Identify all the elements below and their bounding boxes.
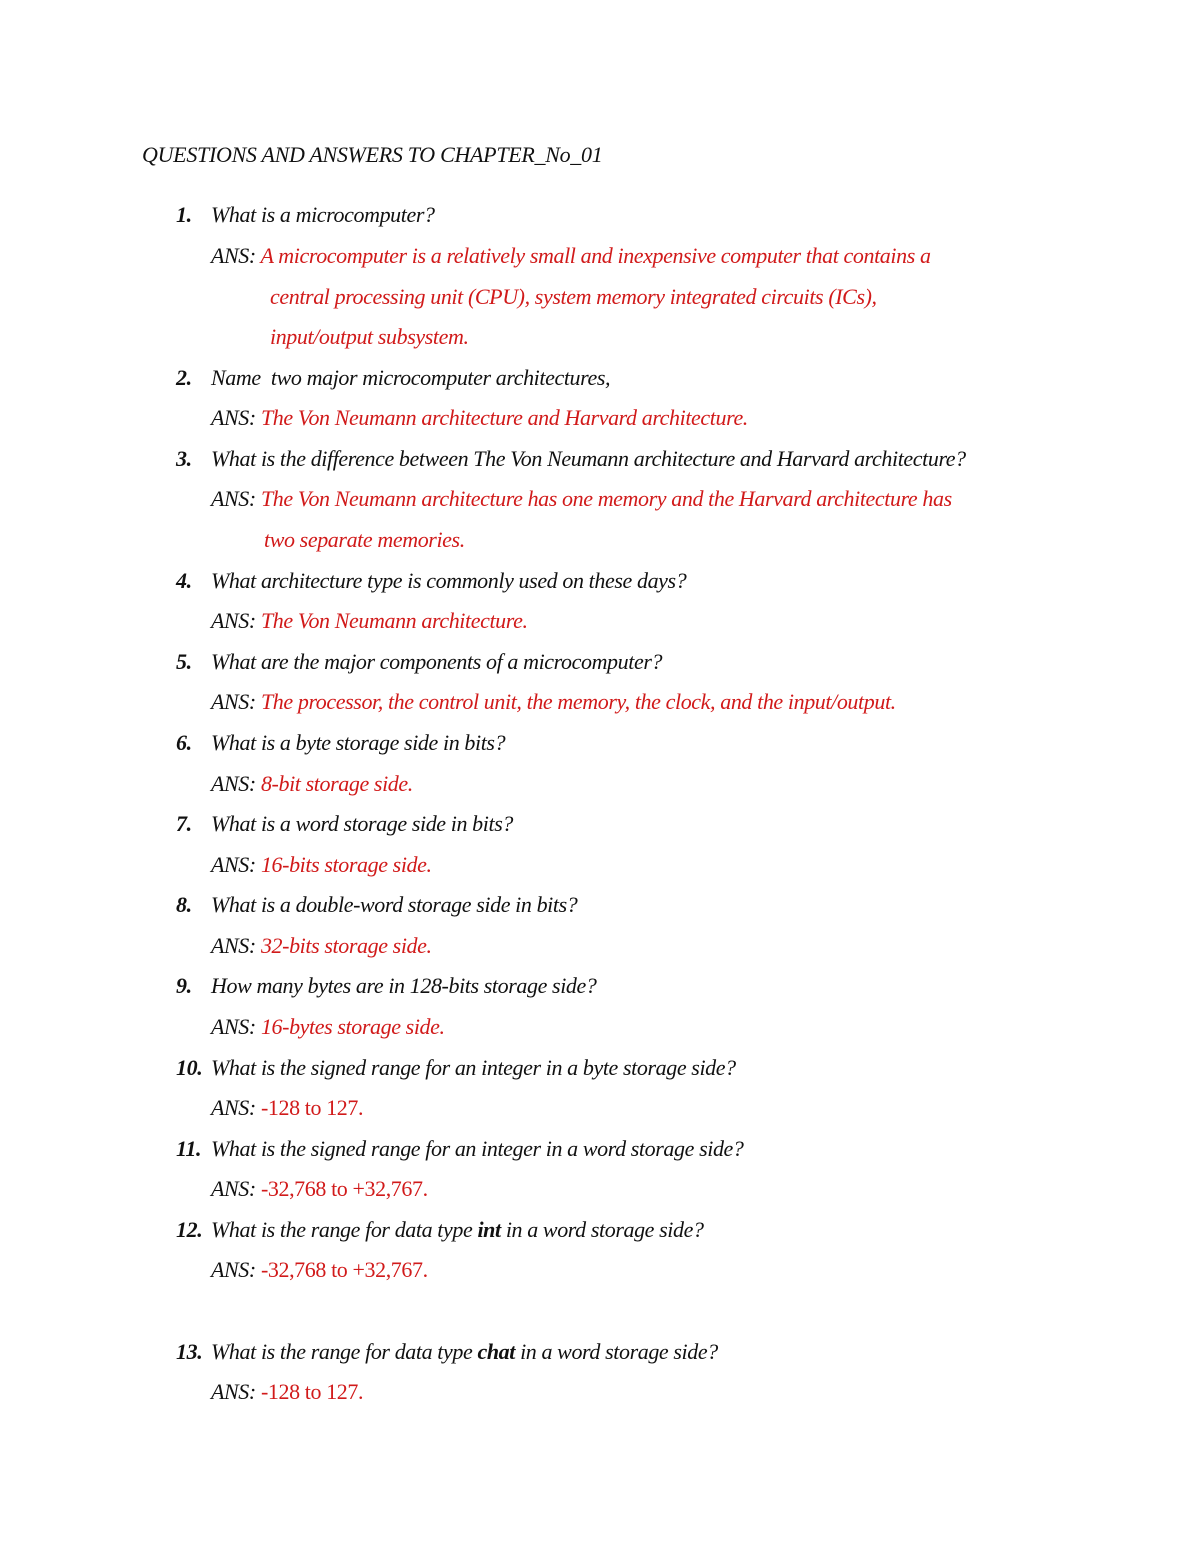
answer-label: ANS:	[211, 1014, 256, 1039]
question-text	[211, 1337, 718, 1367]
answer-label: ANS:	[211, 243, 256, 268]
question-number: 2.	[176, 365, 192, 390]
question-text: What architecture type is commonly used on these days?	[211, 568, 687, 593]
answer-line	[211, 241, 931, 271]
answer-label: ANS:	[211, 771, 256, 796]
question-text-part: in a word storage side?	[500, 1217, 704, 1242]
question-text: What is a double-word storage side in bits?	[211, 892, 578, 917]
question-text: What is the signed range for an integer in a word storage side?	[211, 1136, 744, 1161]
answer-label: ANS:	[211, 405, 256, 430]
answer-text: 16-bytes storage side.	[260, 1014, 445, 1039]
question-number: 6.	[176, 730, 192, 755]
answer-line	[211, 931, 432, 961]
answer-line	[211, 1174, 428, 1204]
question-text: What is a microcomputer?	[211, 202, 435, 227]
answer-line	[211, 687, 896, 717]
question-text: What are the major components of a microcomputer?	[211, 649, 663, 674]
question-number: 4.	[176, 568, 192, 593]
answer-text: -128 to 127.	[260, 1379, 364, 1404]
answer-text: -32,768 to +32,767.	[260, 1257, 428, 1282]
question-number: 7.	[176, 811, 192, 836]
answer-text: A microcomputer is a relatively small and inexpensive computer that contains a	[260, 243, 931, 268]
question-number: 9.	[176, 973, 192, 998]
answer-text: The processor, the control unit, the memory, the clock, and the input/output.	[260, 689, 896, 714]
answer-label: ANS:	[211, 933, 256, 958]
question-text: What is the signed range for an integer in a byte storage side?	[211, 1055, 736, 1080]
answer-text: 16-bits storage side.	[260, 852, 432, 877]
question-number: 13.	[176, 1339, 203, 1364]
question-text: What is the difference between The Von Neumann architecture and Harvard architecture?	[211, 446, 966, 471]
question-number: 5.	[176, 649, 192, 674]
answer-line	[211, 850, 432, 880]
question-text-part: What is the range for data type	[211, 1217, 478, 1242]
answer-text: The Von Neumann architecture has one memory and the Harvard architecture has	[260, 486, 952, 511]
keyword-chat: chat	[477, 1339, 515, 1364]
answer-label: ANS:	[211, 689, 256, 714]
question-number: 10.	[176, 1055, 203, 1080]
answer-line	[211, 769, 413, 799]
answer-label: ANS:	[211, 486, 256, 511]
answer-line	[211, 1255, 428, 1285]
question-text-part: What is the range for data type	[211, 1339, 478, 1364]
answer-label: ANS:	[211, 1257, 256, 1282]
answer-line	[211, 1093, 363, 1123]
answer-text: -32,768 to +32,767.	[260, 1176, 428, 1201]
question-number: 1.	[176, 202, 192, 227]
answer-line	[211, 1377, 363, 1407]
question-text: Name two major microcomputer architectures,	[211, 365, 611, 390]
answer-text: -128 to 127.	[260, 1095, 364, 1120]
answer-label: ANS:	[211, 852, 256, 877]
answer-label: ANS:	[211, 1379, 256, 1404]
answer-text: 32-bits storage side.	[260, 933, 432, 958]
keyword-int: int	[477, 1217, 501, 1242]
answer-line	[211, 606, 528, 636]
answer-line	[211, 1012, 445, 1042]
question-text	[211, 1215, 704, 1245]
question-text-part: in a word storage side?	[514, 1339, 718, 1364]
question-number: 8.	[176, 892, 192, 917]
question-number: 3.	[176, 446, 192, 471]
answer-text: input/output subsystem.	[270, 324, 469, 349]
question-number: 11.	[176, 1136, 202, 1161]
answer-text: The Von Neumann architecture and Harvard architecture.	[260, 405, 748, 430]
answer-label: ANS:	[211, 1176, 256, 1201]
answer-line	[211, 484, 952, 514]
question-text: What is a word storage side in bits?	[211, 811, 513, 836]
question-text: How many bytes are in 128-bits storage side?	[211, 973, 597, 998]
question-text: What is a byte storage side in bits?	[211, 730, 506, 755]
answer-line	[211, 403, 748, 433]
answer-text: central processing unit (CPU), system memory integrated circuits (ICs),	[270, 284, 877, 309]
answer-text: The Von Neumann architecture.	[260, 608, 528, 633]
answer-text: 8-bit storage side.	[260, 771, 413, 796]
page-title: QUESTIONS AND ANSWERS TO CHAPTER_No_01	[142, 142, 603, 167]
question-number: 12.	[176, 1217, 203, 1242]
answer-label: ANS:	[211, 1095, 256, 1120]
answer-label: ANS:	[211, 608, 256, 633]
answer-text: two separate memories.	[264, 527, 465, 552]
